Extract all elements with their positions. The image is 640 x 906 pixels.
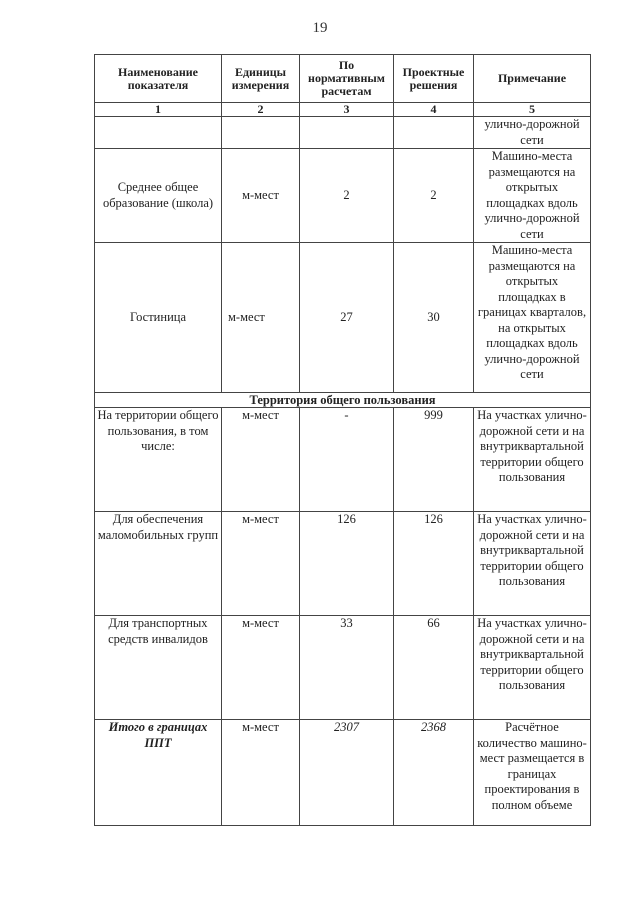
cell-name: Для обеспечения маломобильных групп bbox=[95, 512, 222, 616]
table-row-public bbox=[95, 408, 591, 512]
cell-norm bbox=[300, 117, 394, 149]
cell-norm: 27 bbox=[300, 243, 394, 393]
table-row-disabled bbox=[95, 616, 591, 720]
header-row bbox=[95, 55, 591, 103]
cell-norm: 126 bbox=[300, 512, 394, 616]
header-norm: По нормативным расчетам bbox=[300, 55, 394, 103]
cell-project bbox=[394, 117, 474, 149]
cell-norm: - bbox=[300, 408, 394, 512]
cell-name: На территории общего пользования, в том числе: bbox=[95, 408, 222, 512]
cell-name: Среднее общее образование (школа) bbox=[95, 149, 222, 243]
cell-name: Итого в границах ППТ bbox=[95, 720, 222, 826]
cell-unit: м-мест bbox=[222, 616, 300, 720]
cell-project: 2368 bbox=[394, 720, 474, 826]
cell-project: 30 bbox=[394, 243, 474, 393]
column-number: 5 bbox=[474, 103, 591, 117]
cell-project: 66 bbox=[394, 616, 474, 720]
header-project: Проектные решения bbox=[394, 55, 474, 103]
cell-note: Расчётное количество машино-мест размещается в границах проектирования в полном объеме bbox=[474, 720, 591, 826]
cell-project: 126 bbox=[394, 512, 474, 616]
cell-unit bbox=[222, 117, 300, 149]
continuation-row bbox=[95, 117, 591, 149]
cell-note: На участках улично-дорожной сети и на внутриквартальной территории общего пользования bbox=[474, 512, 591, 616]
cell-project: 999 bbox=[394, 408, 474, 512]
cell-unit: м-мест bbox=[222, 243, 300, 393]
cell-unit: м-мест bbox=[222, 149, 300, 243]
cell-note: Машино-места размещаются на открытых площадках вдоль улично-дорожной сети bbox=[474, 149, 591, 243]
column-number: 1 bbox=[95, 103, 222, 117]
cell-unit: м-мест bbox=[222, 720, 300, 826]
cell-norm: 2 bbox=[300, 149, 394, 243]
cell-name: Для транспортных средств инвалидов bbox=[95, 616, 222, 720]
cell-note: Машино-места размещаются на открытых площадках в границах кварталов, на открытых площадках вдоль улично-дорожной сети bbox=[474, 243, 591, 393]
cell-note: На участках улично-дорожной сети и на внутриквартальной территории общего пользования bbox=[474, 616, 591, 720]
section-row bbox=[95, 393, 591, 408]
column-number: 4 bbox=[394, 103, 474, 117]
cell-unit: м-мест bbox=[222, 512, 300, 616]
header-note: Примечание bbox=[474, 55, 591, 103]
table-row-hotel bbox=[95, 243, 591, 393]
table-row-school bbox=[95, 149, 591, 243]
table-row-low-mobility bbox=[95, 512, 591, 616]
column-number: 3 bbox=[300, 103, 394, 117]
cell-note: На участках улично-дорожной сети и на внутриквартальной территории общего пользования bbox=[474, 408, 591, 512]
section-title: Территория общего пользования bbox=[95, 393, 591, 408]
parking-table bbox=[94, 54, 591, 826]
page-number: 19 bbox=[312, 20, 328, 36]
cell-note: улично-дорожной сети bbox=[474, 117, 591, 149]
header-name: Наименование показателя bbox=[95, 55, 222, 103]
cell-name: Гостиница bbox=[95, 243, 222, 393]
cell-norm: 2307 bbox=[300, 720, 394, 826]
column-numbers-row bbox=[95, 103, 591, 117]
cell-unit: м-мест bbox=[222, 408, 300, 512]
cell-norm: 33 bbox=[300, 616, 394, 720]
cell-name bbox=[95, 117, 222, 149]
table-row-total bbox=[95, 720, 591, 826]
cell-project: 2 bbox=[394, 149, 474, 243]
column-number: 2 bbox=[222, 103, 300, 117]
header-unit: Единицы измерения bbox=[222, 55, 300, 103]
